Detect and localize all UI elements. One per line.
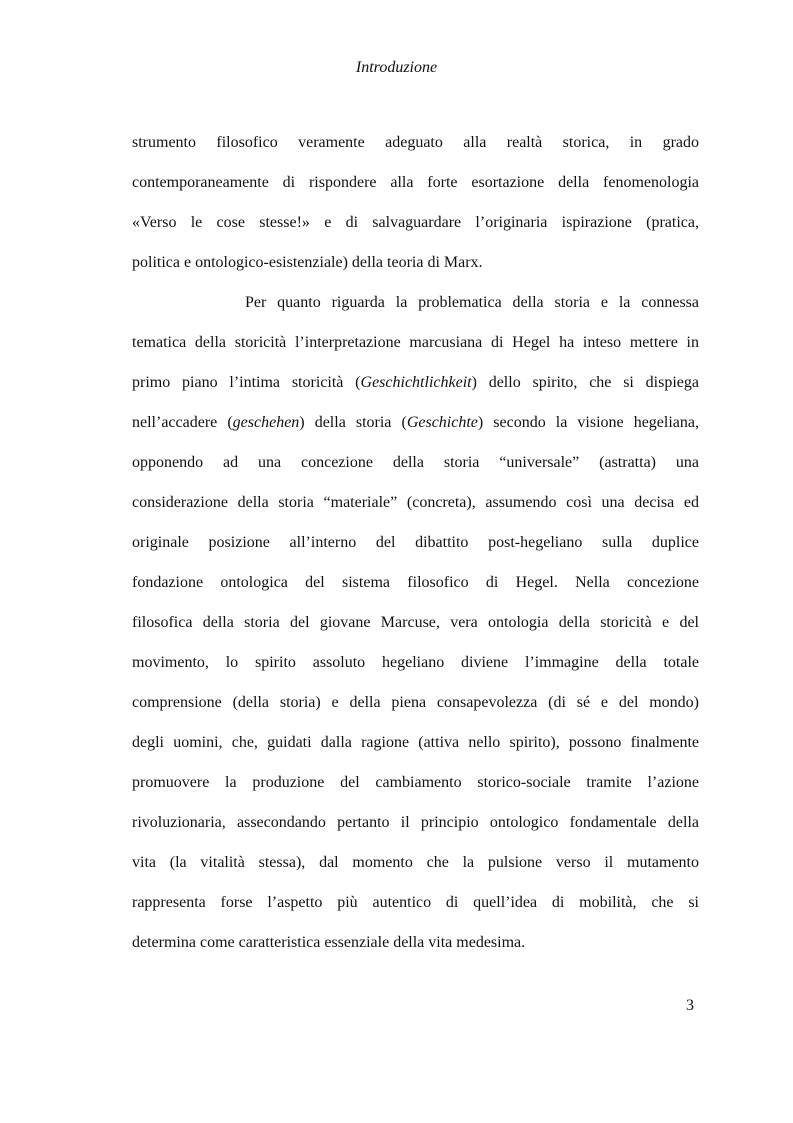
text-segment: tematica della storicità l’interpretazione marcusiana di Hegel ha inteso mettere in bbox=[132, 334, 699, 351]
text-line bbox=[132, 563, 699, 603]
italic-term: geschehen bbox=[232, 414, 300, 431]
text-segment: degli uomini, che, guidati dalla ragione (attiva nello spirito), possono finalmente bbox=[132, 734, 699, 751]
text-segment: ) dello spirito, che si dispiega bbox=[471, 374, 699, 391]
text-segment: rivoluzionaria, assecondando pertanto il principio ontologico fondamentale della bbox=[132, 814, 699, 831]
text-line bbox=[132, 443, 699, 483]
text-segment: «Verso le cose stesse!» e di salvaguardare l’originaria ispirazione (pratica, bbox=[132, 214, 699, 231]
text-segment: opponendo ad una concezione della storia “universale” (astratta) una bbox=[132, 454, 699, 471]
italic-term: Geschichtlichkeit bbox=[360, 374, 472, 391]
text-segment: considerazione della storia “materiale” (concreta), assumendo così una decisa ed bbox=[132, 494, 699, 511]
page-number: 3 bbox=[686, 997, 694, 1014]
text-segment: politica e ontologico-esistenziale) della teoria di Marx. bbox=[132, 254, 483, 271]
text-line bbox=[132, 843, 699, 883]
text-segment: originale posizione all’interno del dibattito post-hegeliano sulla duplice bbox=[132, 534, 699, 551]
text-line bbox=[132, 163, 699, 203]
text-line bbox=[132, 923, 699, 963]
text-segment: nell’accadere ( bbox=[132, 414, 233, 431]
text-line bbox=[132, 403, 699, 443]
text-segment: fondazione ontologica del sistema filosofico di Hegel. Nella concezione bbox=[132, 574, 699, 591]
text-line bbox=[132, 523, 699, 563]
text-line bbox=[132, 643, 699, 683]
italic-term: Geschichte bbox=[406, 414, 478, 431]
text-segment: ) della storia ( bbox=[299, 414, 407, 431]
text-line bbox=[132, 763, 699, 803]
text-segment: movimento, lo spirito assoluto hegeliano diviene l’immagine della totale bbox=[132, 654, 699, 671]
text-line bbox=[132, 803, 699, 843]
text-line bbox=[132, 683, 699, 723]
text-segment: strumento filosofico veramente adeguato alla realtà storica, in grado bbox=[132, 134, 699, 151]
text-line bbox=[132, 723, 699, 763]
text-segment: ) secondo la visione hegeliana, bbox=[477, 414, 699, 431]
text-line bbox=[132, 203, 699, 243]
text-line bbox=[132, 363, 699, 403]
text-line bbox=[132, 603, 699, 643]
text-segment: filosofica della storia del giovane Marcuse, vera ontologia della storicità e del bbox=[132, 614, 699, 631]
text-line bbox=[132, 323, 699, 363]
text-segment: comprensione (della storia) e della piena consapevolezza (di sé e del mondo) bbox=[132, 694, 699, 711]
text-line bbox=[132, 283, 699, 323]
text-segment: contemporaneamente di rispondere alla forte esortazione della fenomenologia bbox=[132, 174, 699, 191]
text-line bbox=[132, 483, 699, 523]
text-segment: vita (la vitalità stessa), dal momento che la pulsione verso il mutamento bbox=[132, 854, 699, 871]
running-header: Introduzione bbox=[355, 59, 438, 76]
text-line bbox=[132, 243, 699, 283]
text-segment: rappresenta forse l’aspetto più autentico di quell’idea di mobilità, che si bbox=[132, 894, 699, 911]
text-line bbox=[132, 883, 699, 923]
text-segment: determina come caratteristica essenziale della vita medesima. bbox=[132, 934, 526, 951]
text-segment: promuovere la produzione del cambiamento storico-sociale tramite l’azione bbox=[132, 774, 699, 791]
text-segment: Per quanto riguarda la problematica della storia e la connessa bbox=[245, 294, 699, 311]
text-line bbox=[132, 123, 699, 163]
body-text bbox=[132, 123, 699, 963]
text-segment: primo piano l’intima storicità ( bbox=[132, 374, 361, 391]
